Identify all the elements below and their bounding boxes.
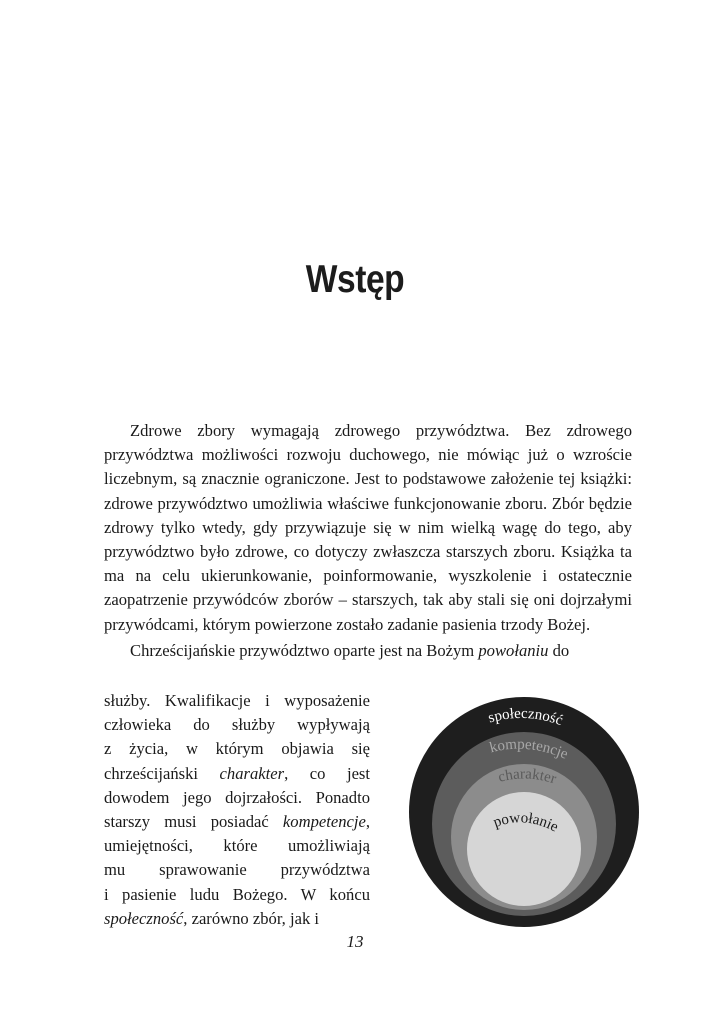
text-line: człowieka do służby wypływają	[104, 715, 370, 735]
text-line: starszy musi posiadać kompetencje,	[104, 812, 370, 832]
chapter-title: Wstęp	[305, 258, 405, 301]
ring-label-powolanie: powołanie	[491, 810, 561, 836]
nested-circles-diagram	[408, 696, 640, 928]
body-text	[104, 419, 632, 663]
ring-label-kompetencje: kompetencje	[488, 736, 571, 763]
ring-powolanie	[467, 792, 581, 906]
ring-label-charakter: charakter	[496, 766, 559, 788]
paragraph-2-text-end: do	[548, 640, 570, 660]
text-line: dowodem jego dojrzałości. Ponadto	[104, 787, 370, 807]
paragraph-2-emphasis: powołaniu	[478, 640, 549, 660]
text-line: umiejętności, które umożliwiają	[104, 836, 370, 856]
ring-label-spolecznosc: społeczność	[486, 705, 565, 730]
text-line: społeczność, zarówno zbór, jak i	[104, 908, 320, 928]
text-line: chrześcijański charakter, co jest	[104, 763, 371, 783]
text-line: mu sprawowanie przywództwa	[104, 860, 370, 880]
text-line: z życia, w którym objawia się	[104, 739, 370, 759]
page-number: 13	[346, 932, 364, 951]
paragraph-1: Zdrowe zbory wymagają zdrowego przywództwa. Bez zdrowego przywództwa możliwości rozwoju duchowego, nie mówiąc już o wzroście liczebnym, są znacznie ograniczone. Jest to podstawowe założenie tej książki: zdrowe przywództwo umożliwia właściwe funkcjonowanie zboru. Zbór będzie zdrowy tylko wtedy, gdy przywiązuje się w nim wielką wagę do tego, aby przywództwo było zdrowe, co dotyczy zwłaszcza starszych zboru. Książka ta ma na celu ukierunkowanie, poinformowanie, wyszkolenie i ostatecznie zaopatrzenie przywódców zborów – starszych, tak aby stali się oni dojrzałymi przywódcami, którym powierzone zostało zadanie pasienia trzody Bożej.	[104, 421, 632, 634]
text-line: służby. Kwalifikacje i wyposażenie	[104, 691, 370, 710]
paragraph-2-text: Chrześcijańskie przywództwo oparte jest na Bożym	[130, 640, 479, 660]
paragraph-2	[104, 639, 632, 663]
text-line: i pasienie ludu Bożego. W końcu	[104, 884, 370, 904]
paragraph-2-continuation	[104, 689, 370, 931]
